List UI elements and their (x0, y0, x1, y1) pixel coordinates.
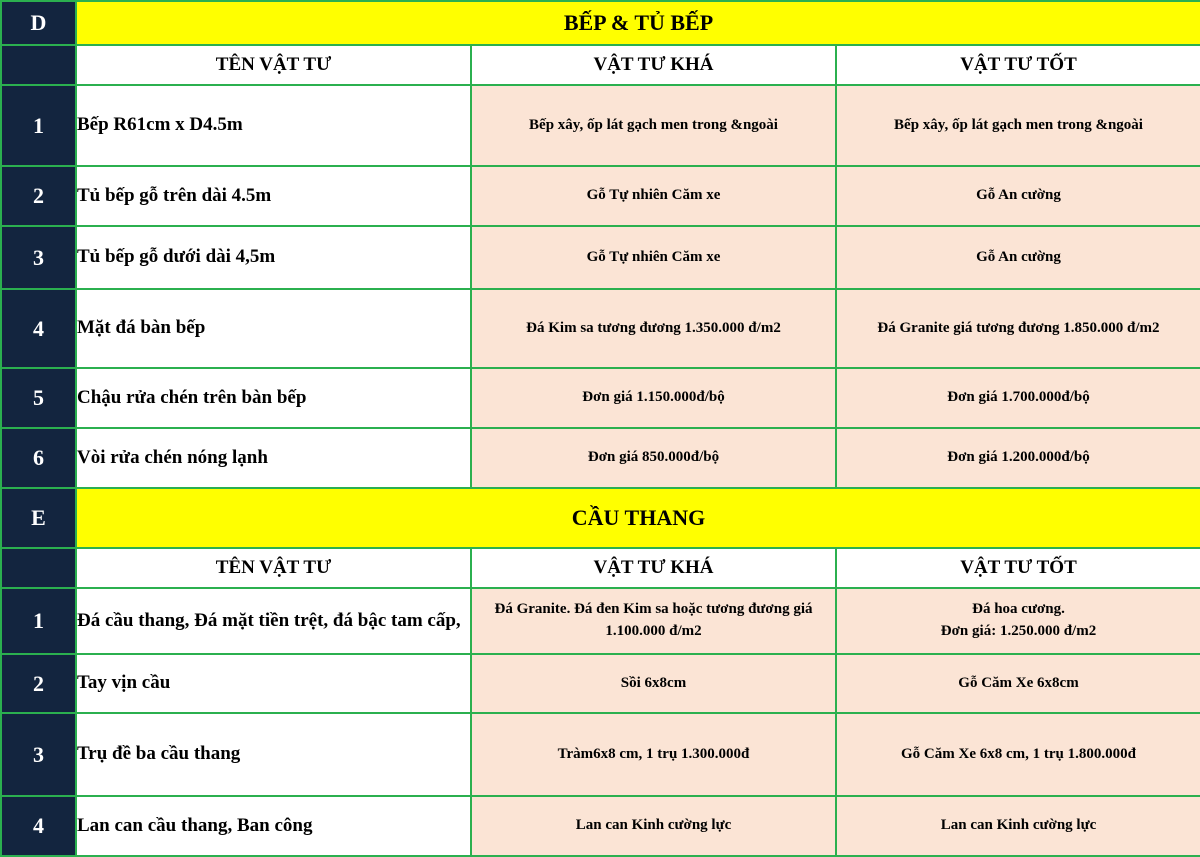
section-code[interactable]: D (1, 1, 76, 45)
material-name[interactable]: Vòi rửa chén nóng lạnh (76, 428, 471, 488)
section-title[interactable]: CẦU THANG (76, 488, 1200, 548)
column-header-name[interactable]: TÊN VẬT TƯ (76, 548, 471, 588)
row-number[interactable]: 3 (1, 226, 76, 289)
fair-option[interactable]: Đá Kim sa tương đương 1.350.000 đ/m2 (471, 289, 836, 368)
row-number[interactable]: 2 (1, 166, 76, 226)
material-name[interactable]: Đá cầu thang, Đá mặt tiền trệt, đá bậc tam cấp, (76, 588, 471, 654)
material-name[interactable]: Mặt đá bàn bếp (76, 289, 471, 368)
row-number[interactable]: 1 (1, 85, 76, 166)
good-option[interactable]: Gỗ An cường (836, 166, 1200, 226)
material-name[interactable]: Chậu rửa chén trên bàn bếp (76, 368, 471, 428)
fair-option[interactable]: Tràm6x8 cm, 1 trụ 1.300.000đ (471, 713, 836, 796)
material-name[interactable]: Trụ đề ba cầu thang (76, 713, 471, 796)
good-option-line: Đá hoa cương. (972, 601, 1065, 618)
good-option[interactable]: Đơn giá 1.700.000đ/bộ (836, 368, 1200, 428)
fair-option[interactable]: Đơn giá 850.000đ/bộ (471, 428, 836, 488)
good-option[interactable]: Đơn giá 1.200.000đ/bộ (836, 428, 1200, 488)
column-header-good[interactable]: VẬT TƯ TỐT (836, 45, 1200, 85)
row-number[interactable]: 3 (1, 713, 76, 796)
good-option[interactable]: Gỗ Căm Xe 6x8cm (836, 654, 1200, 713)
table-row (1, 796, 1200, 856)
table-row (1, 428, 1200, 488)
column-header-row (1, 548, 1200, 588)
row-number[interactable]: 4 (1, 796, 76, 856)
column-header-fair[interactable]: VẬT TƯ KHÁ (471, 45, 836, 85)
row-number[interactable]: 5 (1, 368, 76, 428)
fair-option[interactable]: Đơn giá 1.150.000đ/bộ (471, 368, 836, 428)
table-row (1, 368, 1200, 428)
column-header-row (1, 45, 1200, 85)
table-row (1, 166, 1200, 226)
good-option[interactable]: Bếp xây, ốp lát gạch men trong &ngoài (836, 85, 1200, 166)
fair-option[interactable]: Gỗ Tự nhiên Căm xe (471, 226, 836, 289)
table-row (1, 85, 1200, 166)
section-title[interactable]: BẾP & TỦ BẾP (76, 1, 1200, 45)
good-option-line: Đơn giá: 1.250.000 đ/m2 (940, 623, 1097, 639)
good-option[interactable] (836, 588, 1200, 654)
table-row (1, 226, 1200, 289)
fair-option[interactable]: Lan can Kinh cường lực (471, 796, 836, 856)
material-name[interactable]: Tủ bếp gỗ dưới dài 4,5m (76, 226, 471, 289)
fair-option[interactable] (471, 588, 836, 654)
good-option[interactable]: Gỗ Căm Xe 6x8 cm, 1 trụ 1.800.000đ (836, 713, 1200, 796)
column-header-good[interactable]: VẬT TƯ TỐT (836, 548, 1200, 588)
fair-option[interactable]: Gỗ Tự nhiên Căm xe (471, 166, 836, 226)
row-number[interactable]: 4 (1, 289, 76, 368)
table-row (1, 289, 1200, 368)
row-number-cell[interactable] (1, 45, 76, 85)
good-option[interactable]: Đá Granite giá tương đương 1.850.000 đ/m2 (836, 289, 1200, 368)
column-header-fair[interactable]: VẬT TƯ KHÁ (471, 548, 836, 588)
section-header-row (1, 1, 1200, 45)
fair-option[interactable]: Bếp xây, ốp lát gạch men trong &ngoài (471, 85, 836, 166)
row-number[interactable]: 6 (1, 428, 76, 488)
material-name[interactable]: Bếp R61cm x D4.5m (76, 85, 471, 166)
material-name[interactable]: Tủ bếp gỗ trên dài 4.5m (76, 166, 471, 226)
material-name[interactable]: Tay vịn cầu (76, 654, 471, 713)
row-number[interactable]: 1 (1, 588, 76, 654)
fair-option[interactable]: Sồi 6x8cm (471, 654, 836, 713)
row-number[interactable]: 2 (1, 654, 76, 713)
good-option[interactable]: Gỗ An cường (836, 226, 1200, 289)
row-number-cell[interactable] (1, 548, 76, 588)
table-row (1, 713, 1200, 796)
section-header-row (1, 488, 1200, 548)
table-row (1, 588, 1200, 654)
fair-option-text: Đá Granite. Đá đen Kim sa hoặc tương đương giá 1.100.000 đ/m2 (494, 601, 813, 639)
material-name[interactable]: Lan can cầu thang, Ban công (76, 796, 471, 856)
column-header-name[interactable]: TÊN VẬT TƯ (76, 45, 471, 85)
section-code[interactable]: E (1, 488, 76, 548)
table-row (1, 654, 1200, 713)
good-option[interactable]: Lan can Kinh cường lực (836, 796, 1200, 856)
